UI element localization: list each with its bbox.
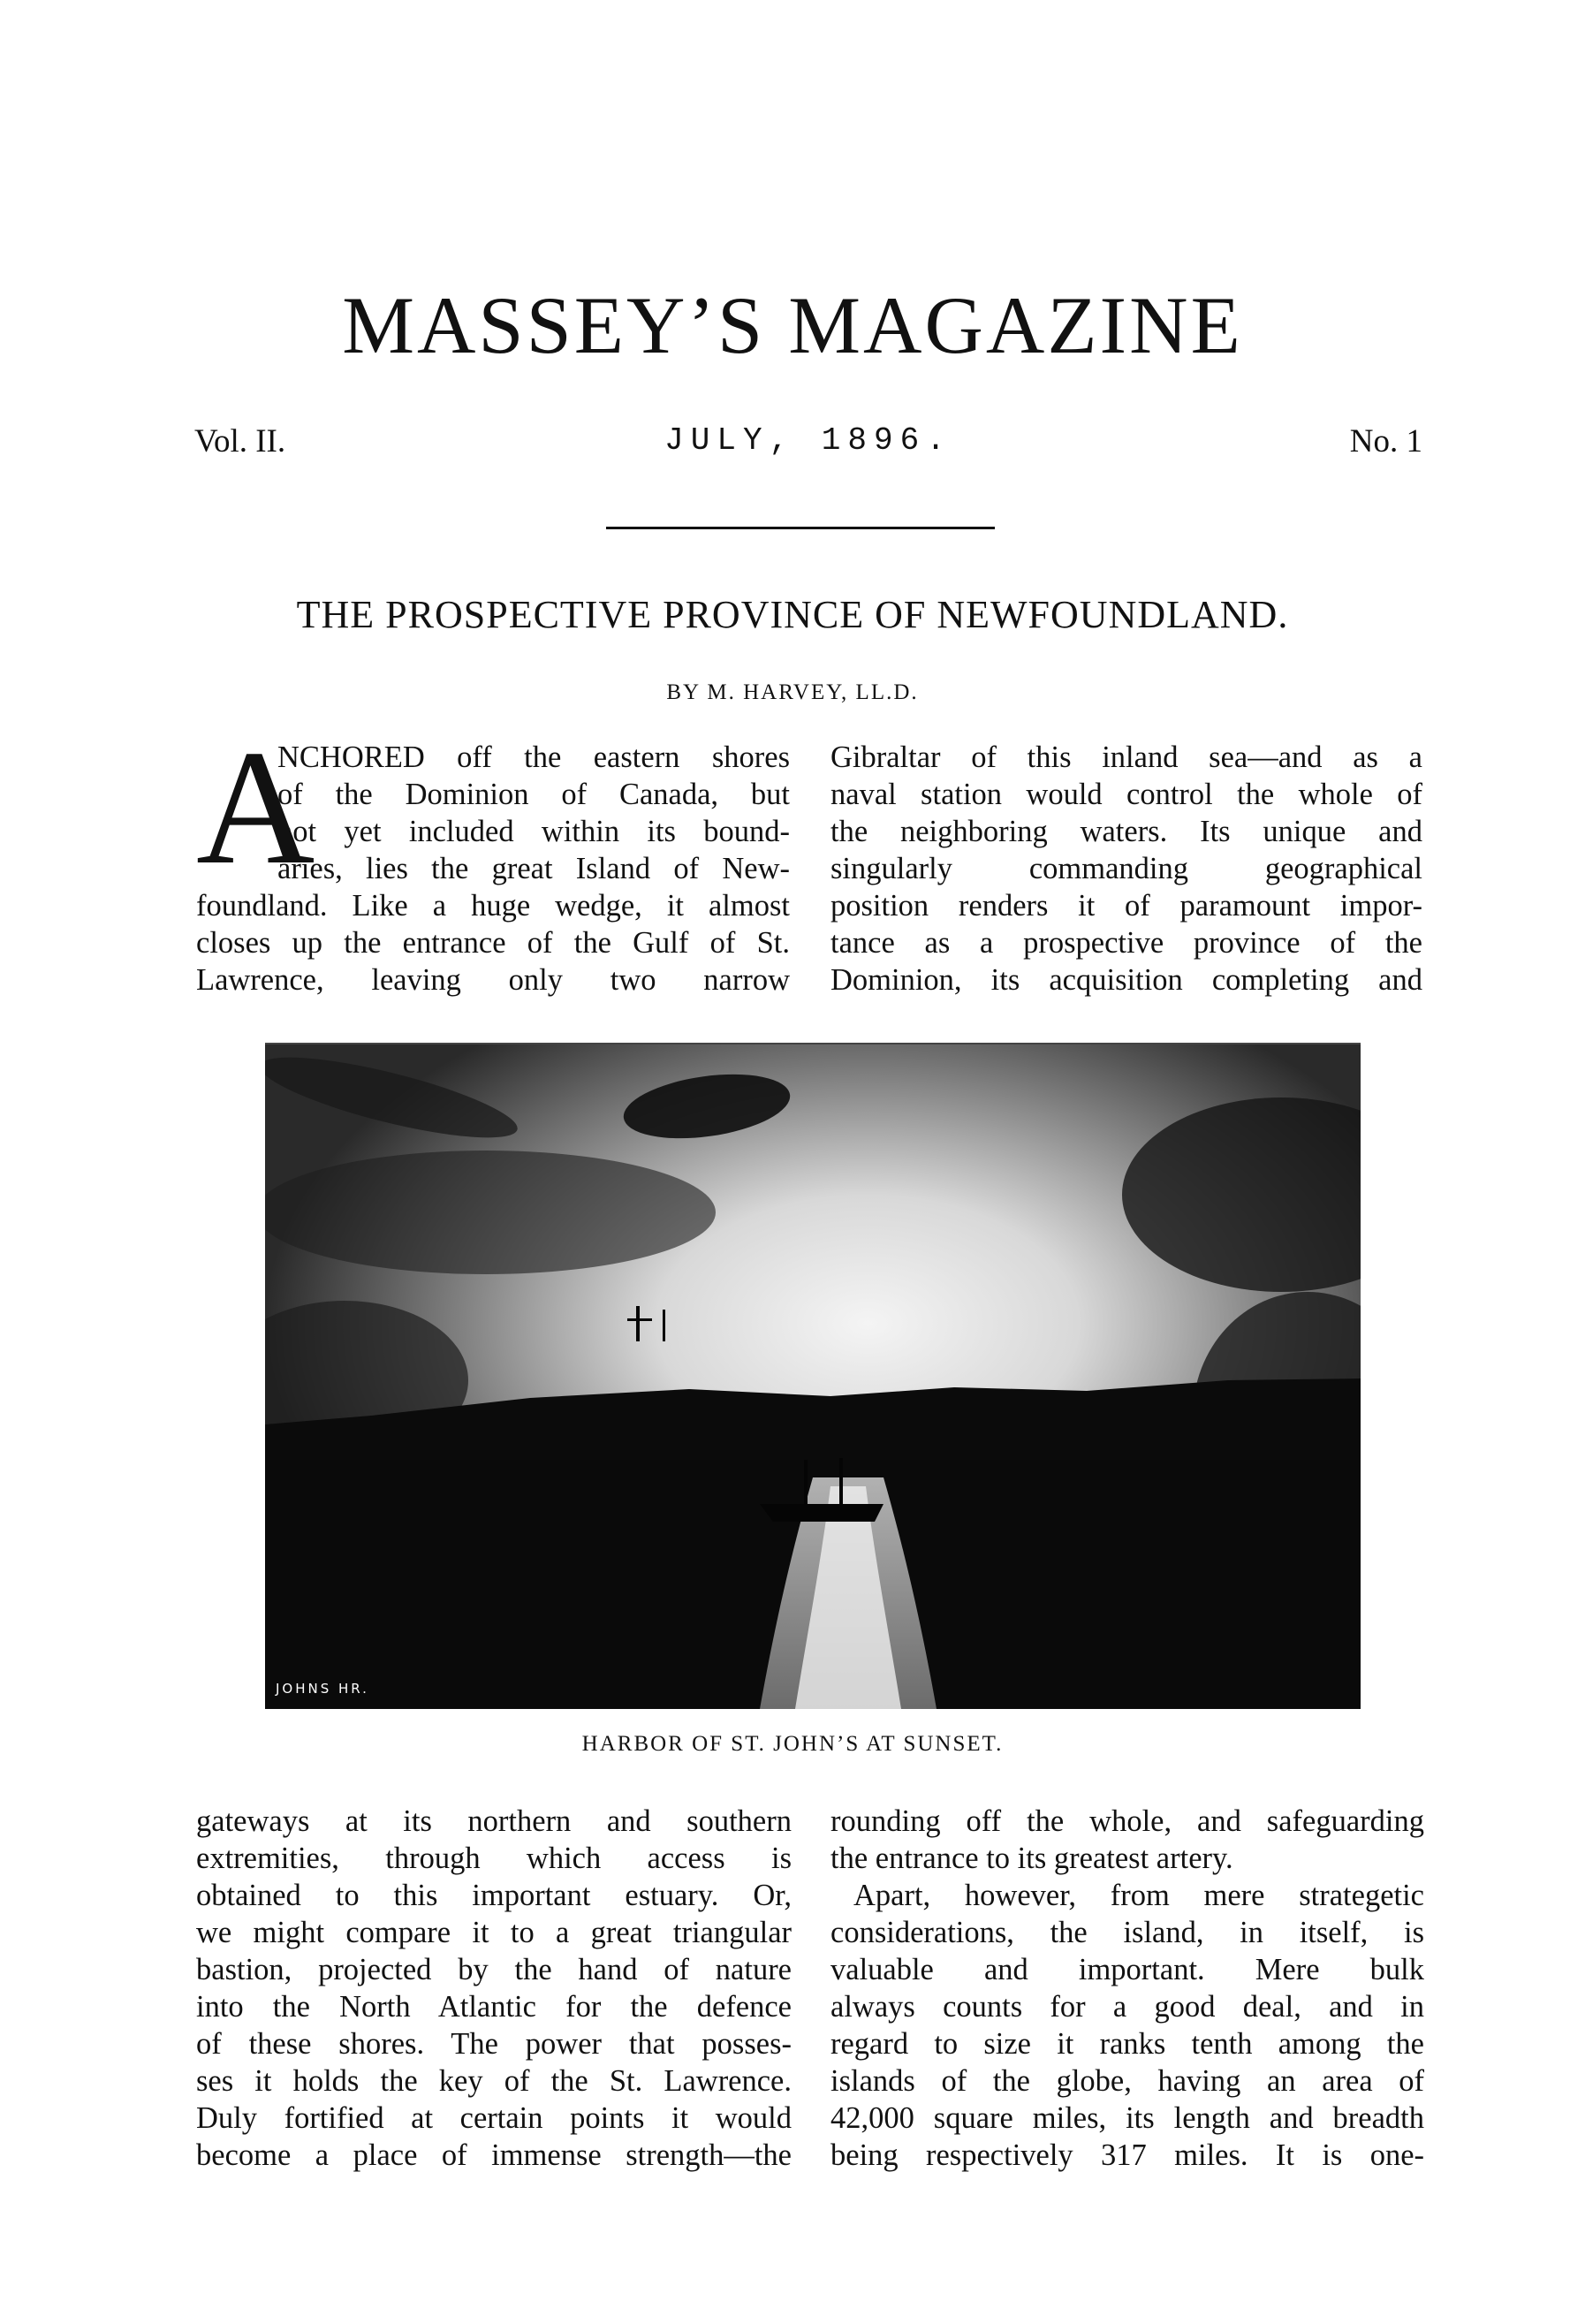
volume-label: Vol. II. <box>194 423 286 459</box>
paragraph-line: not yet included within its bound- <box>277 815 790 848</box>
paragraph-line: position renders it of paramount impor- <box>830 889 1422 923</box>
paragraph-line: always counts for a good deal, and in <box>830 1990 1424 2024</box>
paragraph-line: rounding off the whole, and safeguarding <box>830 1804 1424 1838</box>
paragraph-line: Duly fortified at certain points it would <box>196 2101 792 2135</box>
issue-number: No. 1 <box>1349 423 1422 459</box>
paragraph-line: the entrance to its greatest artery. <box>830 1842 1233 1875</box>
paragraph-line: being respectively 317 miles. It is one- <box>830 2138 1424 2172</box>
photo-caption: HARBOR OF ST. JOHN’S AT SUNSET. <box>581 1732 1004 1756</box>
sunset-harbor-image <box>265 1044 1361 1709</box>
issue-line <box>194 422 1422 467</box>
paragraph-line: foundland. Like a huge wedge, it almost <box>196 889 790 923</box>
paragraph-line: aries, lies the great Island of New- <box>277 852 790 885</box>
paragraph-line: islands of the globe, having an area of <box>830 2064 1424 2098</box>
paragraph-line: of these shores. The power that posses- <box>196 2027 792 2061</box>
paragraph-line: bastion, projected by the hand of nature <box>196 1953 792 1986</box>
paragraph-line: closes up the entrance of the Gulf of St. <box>196 926 790 960</box>
paragraph-line: the neighboring waters. Its unique and <box>830 815 1422 848</box>
paragraph-line: obtained to this important estuary. Or, <box>196 1879 792 1912</box>
paragraph-line: Dominion, its acquisition completing and <box>830 963 1422 997</box>
paragraph-line: we might compare it to a great triangular <box>196 1916 792 1949</box>
column-top-right <box>830 739 1422 999</box>
paragraph-line: 42,000 square miles, its length and breadth <box>830 2101 1424 2135</box>
paragraph-line: tance as a prospective province of the <box>830 926 1422 960</box>
paragraph-line: naval station would control the whole of <box>830 778 1422 811</box>
drop-cap: A <box>196 717 315 899</box>
photo-label: JOHNS HR. <box>276 1681 369 1697</box>
title-divider <box>606 527 995 529</box>
paragraph-line: of the Dominion of Canada, but <box>277 778 790 811</box>
magazine-masthead: MASSEY’S MAGAZINE <box>342 280 1243 370</box>
paragraph-line: extremities, through which access is <box>196 1842 792 1875</box>
paragraph-line: ses it holds the key of the St. Lawrence. <box>196 2064 792 2098</box>
column-top-left <box>196 717 790 999</box>
paragraph-line: into the North Atlantic for the defence <box>196 1990 792 2024</box>
paragraph-line: gateways at its northern and southern <box>196 1804 792 1838</box>
paragraph-line: valuable and important. Mere bulk <box>830 1953 1424 1986</box>
paragraph-line: NCHORED off the eastern shores <box>277 740 790 774</box>
paragraph-line: Apart, however, from mere strategetic <box>853 1879 1424 1912</box>
column-bottom-left <box>196 1803 792 2174</box>
paragraph-line: Lawrence, leaving only two narrow <box>196 963 790 997</box>
paragraph-line: considerations, the island, in itself, is <box>830 1916 1424 1949</box>
paragraph-line: singularly commanding geographical <box>830 852 1422 885</box>
article-byline: BY M. HARVEY, LL.D. <box>666 680 919 704</box>
article-title: THE PROSPECTIVE PROVINCE OF NEWFOUNDLAND. <box>296 593 1289 636</box>
paragraph-line: become a place of immense strength—the <box>196 2138 792 2172</box>
issue-date: JULY, 1896. <box>664 422 952 459</box>
harbor-photograph <box>265 1043 1361 1709</box>
paragraph-line: Gibraltar of this inland sea—and as a <box>830 740 1422 774</box>
column-bottom-right <box>830 1803 1424 2174</box>
paragraph-line: regard to size it ranks tenth among the <box>830 2027 1424 2061</box>
